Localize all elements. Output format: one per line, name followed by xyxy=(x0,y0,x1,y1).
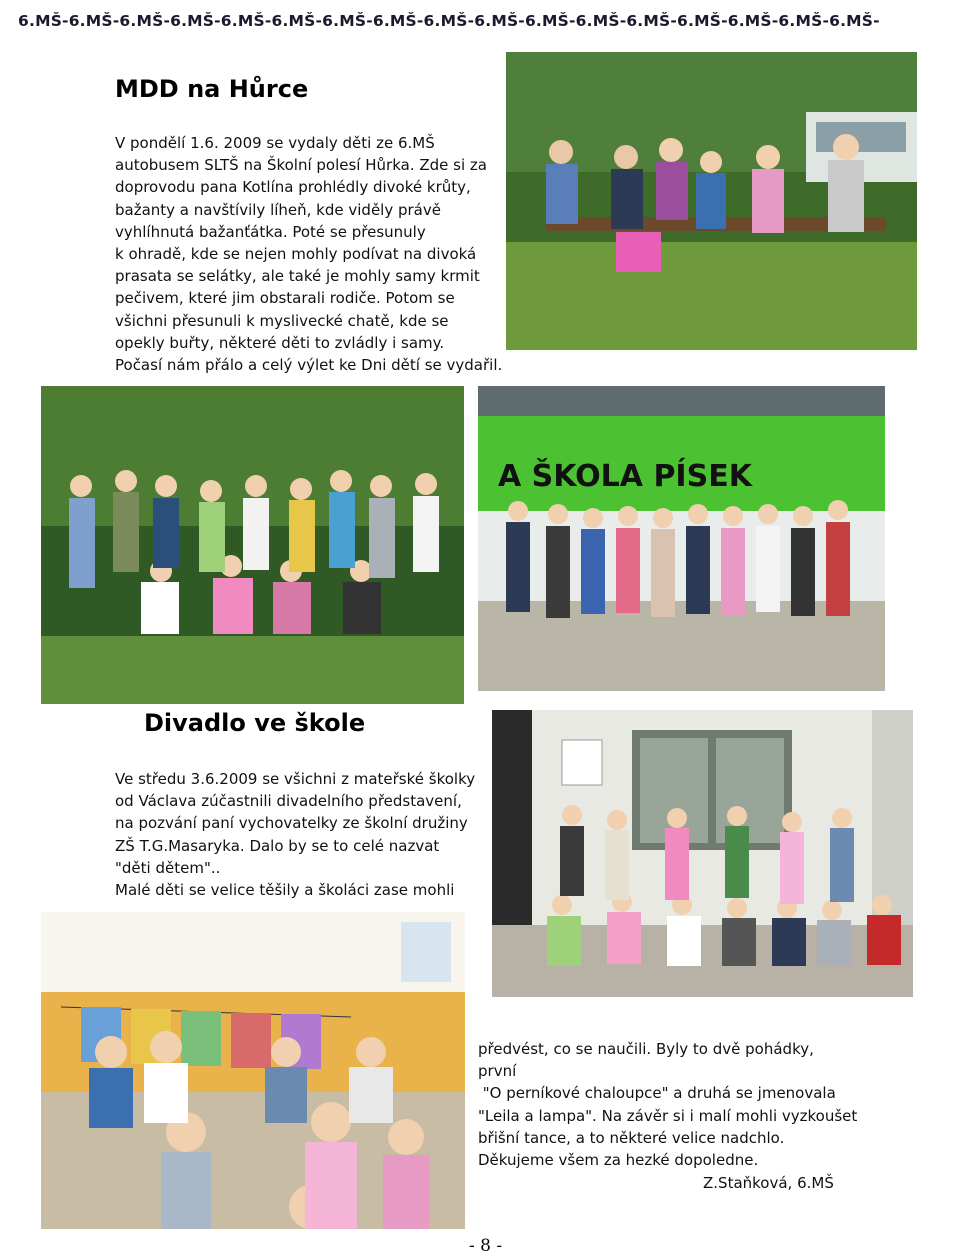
photo-group-forest xyxy=(41,386,464,704)
text-line: k ohradě, kde se nejen mohly podívat na divoká xyxy=(115,245,477,264)
text-line: předvést, co se naučili. Byly to dvě pohádky, xyxy=(478,1040,814,1058)
photo-children-bench xyxy=(506,52,917,350)
text-line: všichni přesunuli k myslivecké chatě, kde se xyxy=(115,311,449,330)
photo-classroom xyxy=(41,912,465,1229)
text-line: bažanty a navštívily líheň, kde viděly právě xyxy=(115,200,441,219)
article-title-divadlo: Divadlo ve škole xyxy=(144,709,366,737)
article-body-divadlo-continued xyxy=(478,1038,898,1171)
text-line: "O perníkové chaloupce" a druhá se jmenovala xyxy=(478,1084,836,1103)
text-line: vyhlíhnutá bažanťátka. Poté se přesunuly xyxy=(115,222,426,241)
text-line: Malé děti se velice těšily a školáci zase mohli xyxy=(115,881,455,900)
page-number: - 8 - xyxy=(469,1236,503,1256)
text-line: pečivem, které jim obstarali rodiče. Potom se xyxy=(115,289,455,308)
text-line: Počasí nám přálo a celý výlet ke Dni dětí se vydařil. xyxy=(115,356,503,375)
text-line: Děkujeme všem za hezké dopoledne. xyxy=(478,1151,759,1170)
text-line: Ve středu 3.6.2009 se všichni z mateřské školky xyxy=(115,770,476,788)
header-banner: 6.MŠ-6.MŠ-6.MŠ-6.MŠ-6.MŠ-6.MŠ-6.MŠ-6.MŠ-6.MŠ-6.MŠ-6.MŠ-6.MŠ-6.MŠ-6.MŠ-6.MŠ-6.MŠ-6.MŠ- xyxy=(18,12,880,30)
text-line: opekly buřty, některé děti to zvládly i samy. xyxy=(115,333,445,352)
text-line: první xyxy=(478,1062,517,1081)
article-signature: Z.Staňková, 6.MŠ xyxy=(703,1174,834,1192)
article-body-mdd xyxy=(115,132,510,376)
article-title-mdd: MDD na Hůrce xyxy=(115,75,309,103)
bus-sign-text: A ŠKOLA PÍSEK xyxy=(498,459,752,494)
text-line: břišní tance, a to některé velice nadchlo. xyxy=(478,1128,785,1147)
text-line: "Leila a lampa". Na závěr si i malí mohli vyzkoušet xyxy=(478,1106,858,1125)
photo-group-bus xyxy=(478,386,885,691)
photo-school-entrance xyxy=(492,710,913,997)
text-line: od Václava zúčastnili divadelního představení, xyxy=(115,792,462,811)
text-line: doprovodu pana Kotlína prohlédly divoké krůty, xyxy=(115,178,471,197)
article-body-divadlo xyxy=(115,768,495,901)
text-line: "děti dětem".. xyxy=(115,858,221,877)
text-line: ZŠ T.G.Masaryka. Dalo by se to celé nazvat xyxy=(115,836,440,855)
text-line: autobusem SLTŠ na Školní polesí Hůrka. Zde si za xyxy=(115,156,487,175)
text-line: V pondělí 1.6. 2009 se vydaly děti ze 6.MŠ xyxy=(115,134,435,152)
text-line: prasata se selátky, ale také je mohly samy krmit xyxy=(115,267,480,286)
text-line: na pozvání paní vychovatelky ze školní družiny xyxy=(115,814,468,833)
